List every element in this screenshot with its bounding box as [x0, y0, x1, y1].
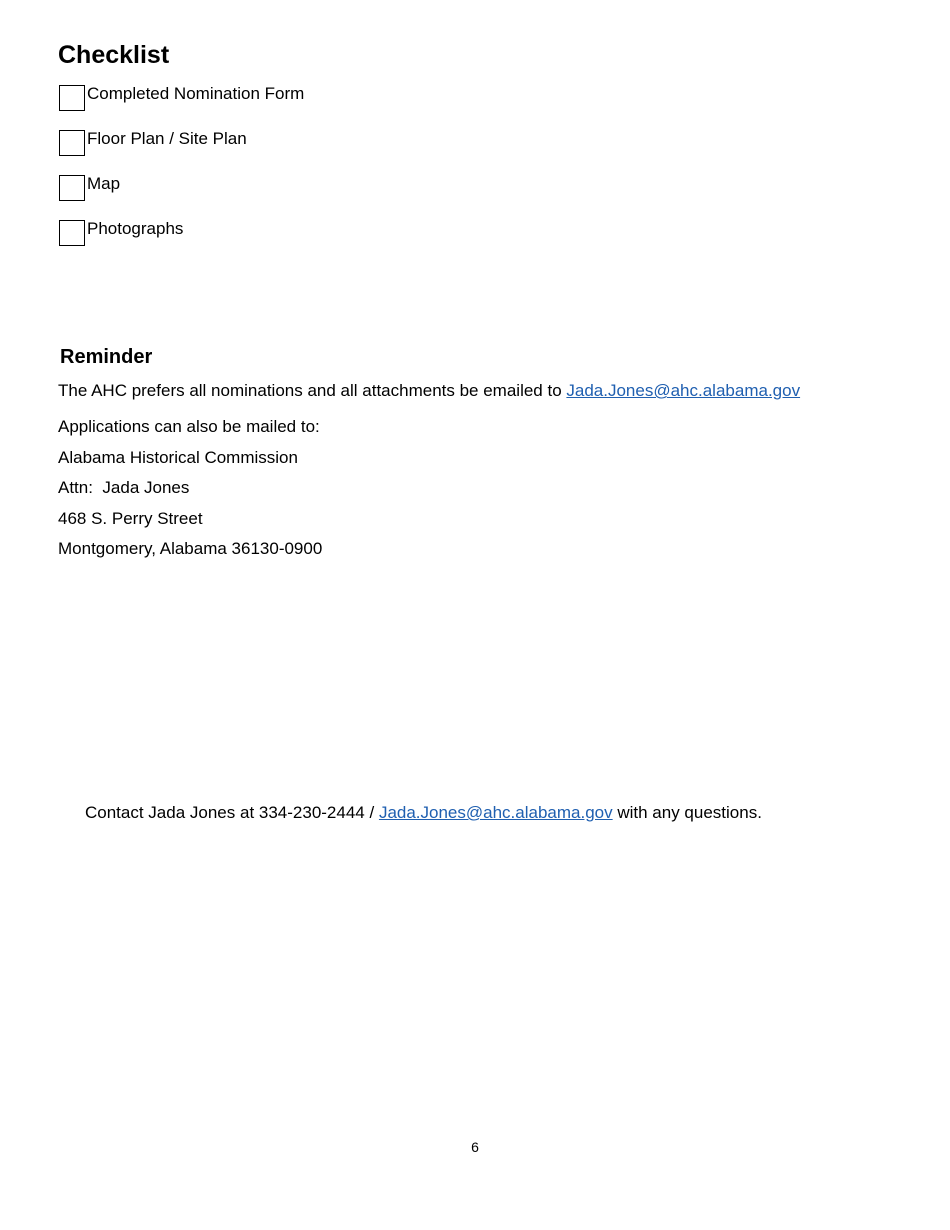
- address-city: Montgomery, Alabama 36130-0900: [58, 539, 323, 558]
- nomination-form-checkbox[interactable]: [59, 85, 85, 111]
- checklist-item-label: Map: [87, 174, 121, 193]
- contact-suffix-text: with any questions.: [612, 803, 762, 822]
- checklist-item-photographs[interactable]: [59, 219, 183, 247]
- contact-prefix-text: Contact Jada Jones at 334-230-2444 /: [85, 803, 379, 822]
- address-street: 468 S. Perry Street: [58, 509, 203, 528]
- checklist-heading: Checklist: [58, 41, 170, 69]
- checklist-item-floor-plan[interactable]: [59, 129, 247, 157]
- address-organization: Alabama Historical Commission: [58, 448, 298, 467]
- checklist-item-label: Floor Plan / Site Plan: [87, 129, 247, 148]
- photographs-checkbox[interactable]: [59, 220, 85, 246]
- map-checkbox[interactable]: [59, 175, 85, 201]
- reminder-heading: Reminder: [60, 346, 153, 368]
- contact-sentence: [85, 802, 762, 824]
- email-preference-sentence: [58, 380, 800, 402]
- address-attention: Attn: Jada Jones: [58, 478, 190, 497]
- checklist-item-nomination-form[interactable]: [59, 84, 304, 112]
- contact-email-link[interactable]: Jada.Jones@ahc.alabama.gov: [378, 803, 613, 822]
- checklist-item-label: Completed Nomination Form: [87, 84, 305, 103]
- checklist-item-map[interactable]: [59, 174, 120, 202]
- email-preference-text: The AHC prefers all nominations and all attachments be emailed to: [58, 381, 567, 400]
- floor-plan-checkbox[interactable]: [59, 130, 85, 156]
- page-number: 6: [471, 1139, 479, 1155]
- reminder-email-link[interactable]: Jada.Jones@ahc.alabama.gov: [566, 381, 801, 400]
- checklist-item-label: Photographs: [87, 219, 184, 238]
- mail-intro-text: Applications can also be mailed to:: [58, 417, 320, 436]
